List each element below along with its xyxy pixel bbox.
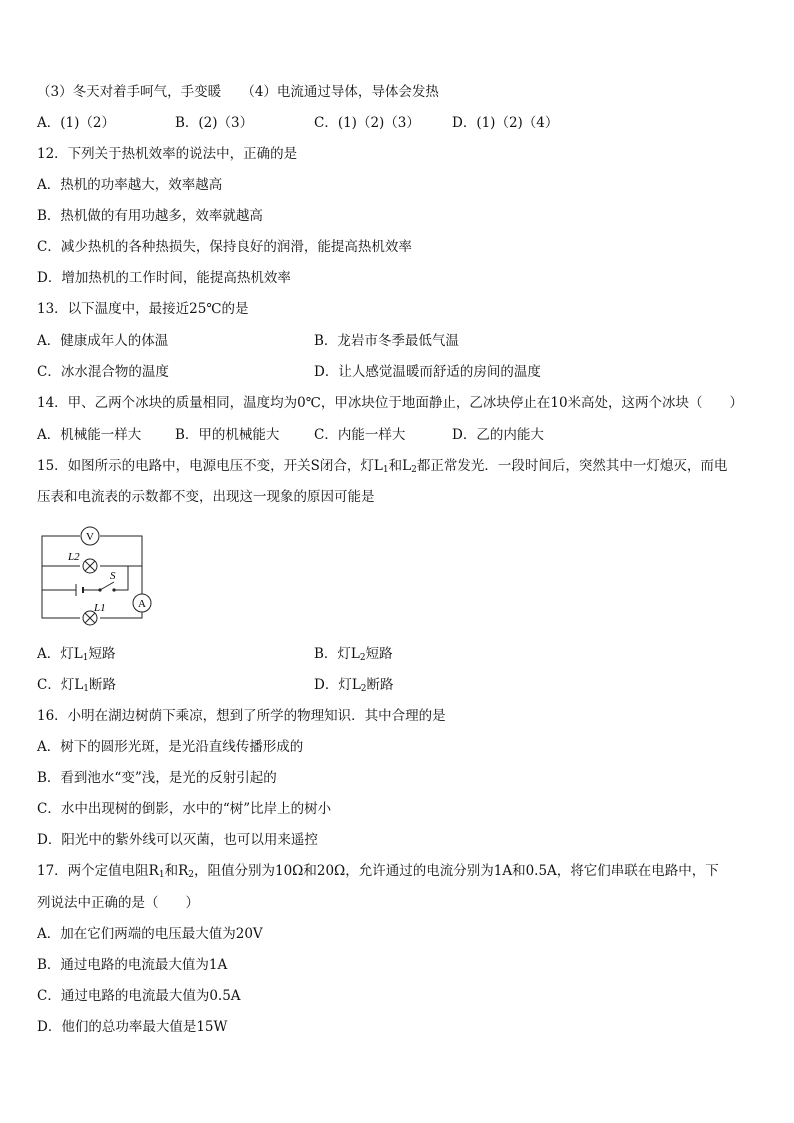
q16-stem: 16．小明在湖边树荫下乘凉，想到了所学的物理知识．其中合理的是: [37, 708, 446, 724]
ammeter-label: A: [138, 598, 146, 610]
q16-option-b: B．看到池水“变”浅，是光的反射引起的: [37, 770, 277, 786]
q14-option-b: B．甲的机械能大: [175, 427, 280, 443]
q14-option-c: C．内能一样大: [314, 427, 406, 443]
q11-option-b: B．(2)（3）: [175, 115, 254, 131]
q13-option-c: C．冰水混合物的温度: [37, 364, 169, 380]
voltmeter-label: V: [86, 531, 94, 543]
q12-option-b: B．热机做的有用功越多，效率就越高: [37, 208, 263, 224]
switch-contact: [112, 588, 115, 591]
lamp-l2-label: L2: [68, 551, 80, 563]
q15-option-b: B．灯$L_2$短路: [314, 646, 393, 663]
q11-option-d: D．(1)（2)（4）: [452, 115, 559, 131]
q17-option-d: D．他们的总功率最大值是15W: [37, 1019, 228, 1035]
q11-continuation: （3）冬天对着手呵气，手变暖 （4）电流通过导体，导体会发热: [37, 84, 439, 100]
q17-option-c: C．通过电路的电流最大值为0.5A: [37, 988, 241, 1004]
q14-option-d: D．乙的内能大: [452, 427, 544, 443]
circuit-diagram: [36, 522, 156, 632]
q16-option-d: D．阳光中的紫外线可以灭菌，也可以用来遥控: [37, 832, 318, 848]
q14-stem: 14．甲、乙两个冰块的质量相同，温度均为0℃，甲冰块位于地面静止，乙冰块停止在10米高处，这两个冰块（ ）: [37, 395, 744, 411]
q15-option-d: D．灯$L_2$断路: [314, 677, 394, 694]
q17-stem-line2: 列说法中正确的是（ ）: [37, 895, 199, 911]
q12-option-d: D．增加热机的工作时间，能提高热机效率: [37, 270, 291, 286]
q14-option-a: A．机械能一样大: [37, 427, 142, 443]
q13-option-b: B．龙岩市冬季最低气温: [314, 333, 459, 349]
q15-option-a: A．灯$L_1$短路: [37, 646, 116, 663]
q15-option-c: C．灯$L_1$断路: [37, 677, 117, 694]
q17-option-b: B．通过电路的电流最大值为1A: [37, 957, 228, 973]
q12-option-c: C．减少热机的各种热损失，保持良好的润滑，能提高热机效率: [37, 239, 412, 255]
q16-option-a: A．树下的圆形光斑，是光沿直线传播形成的: [37, 739, 304, 755]
q13-option-a: A．健康成年人的体温: [37, 333, 169, 349]
q11-option-c: C．(1)（2)（3）: [314, 115, 420, 131]
q15-stem: 15．如图所示的电路中，电源电压不变，开关S闭合，灯$L_1$和$L_2$都正常发光．一段时间后，突然其中一灯熄灭，而电: [37, 458, 728, 475]
q12-stem: 12．下列关于热机效率的说法中，正确的是: [37, 146, 298, 162]
q16-option-c: C．水中出现树的倒影，水中的“树”比岸上的树小: [37, 801, 332, 817]
q17-stem: 17．两个定值电阻$R_1$和$R_2$，阻值分别为10Ω和20Ω，允许通过的电流分别为1A和0.5A，将它们串联在电路中，下: [37, 863, 719, 880]
q13-option-d: D．让人感觉温暖而舒适的房间的温度: [314, 364, 541, 380]
switch-contact: [98, 588, 101, 591]
q15-stem-line2: 压表和电流表的示数都不变，出现这一现象的原因可能是: [37, 489, 375, 505]
q17-option-a: A．加在它们两端的电压最大值为20V: [37, 926, 263, 942]
switch-label: S: [110, 570, 116, 582]
q12-option-a: A．热机的功率越大，效率越高: [37, 177, 223, 193]
lamp-l1-label: L1: [94, 602, 106, 614]
q11-option-a: A．(1)（2）: [37, 115, 115, 131]
q13-stem: 13．以下温度中，最接近25℃的是: [37, 301, 249, 317]
